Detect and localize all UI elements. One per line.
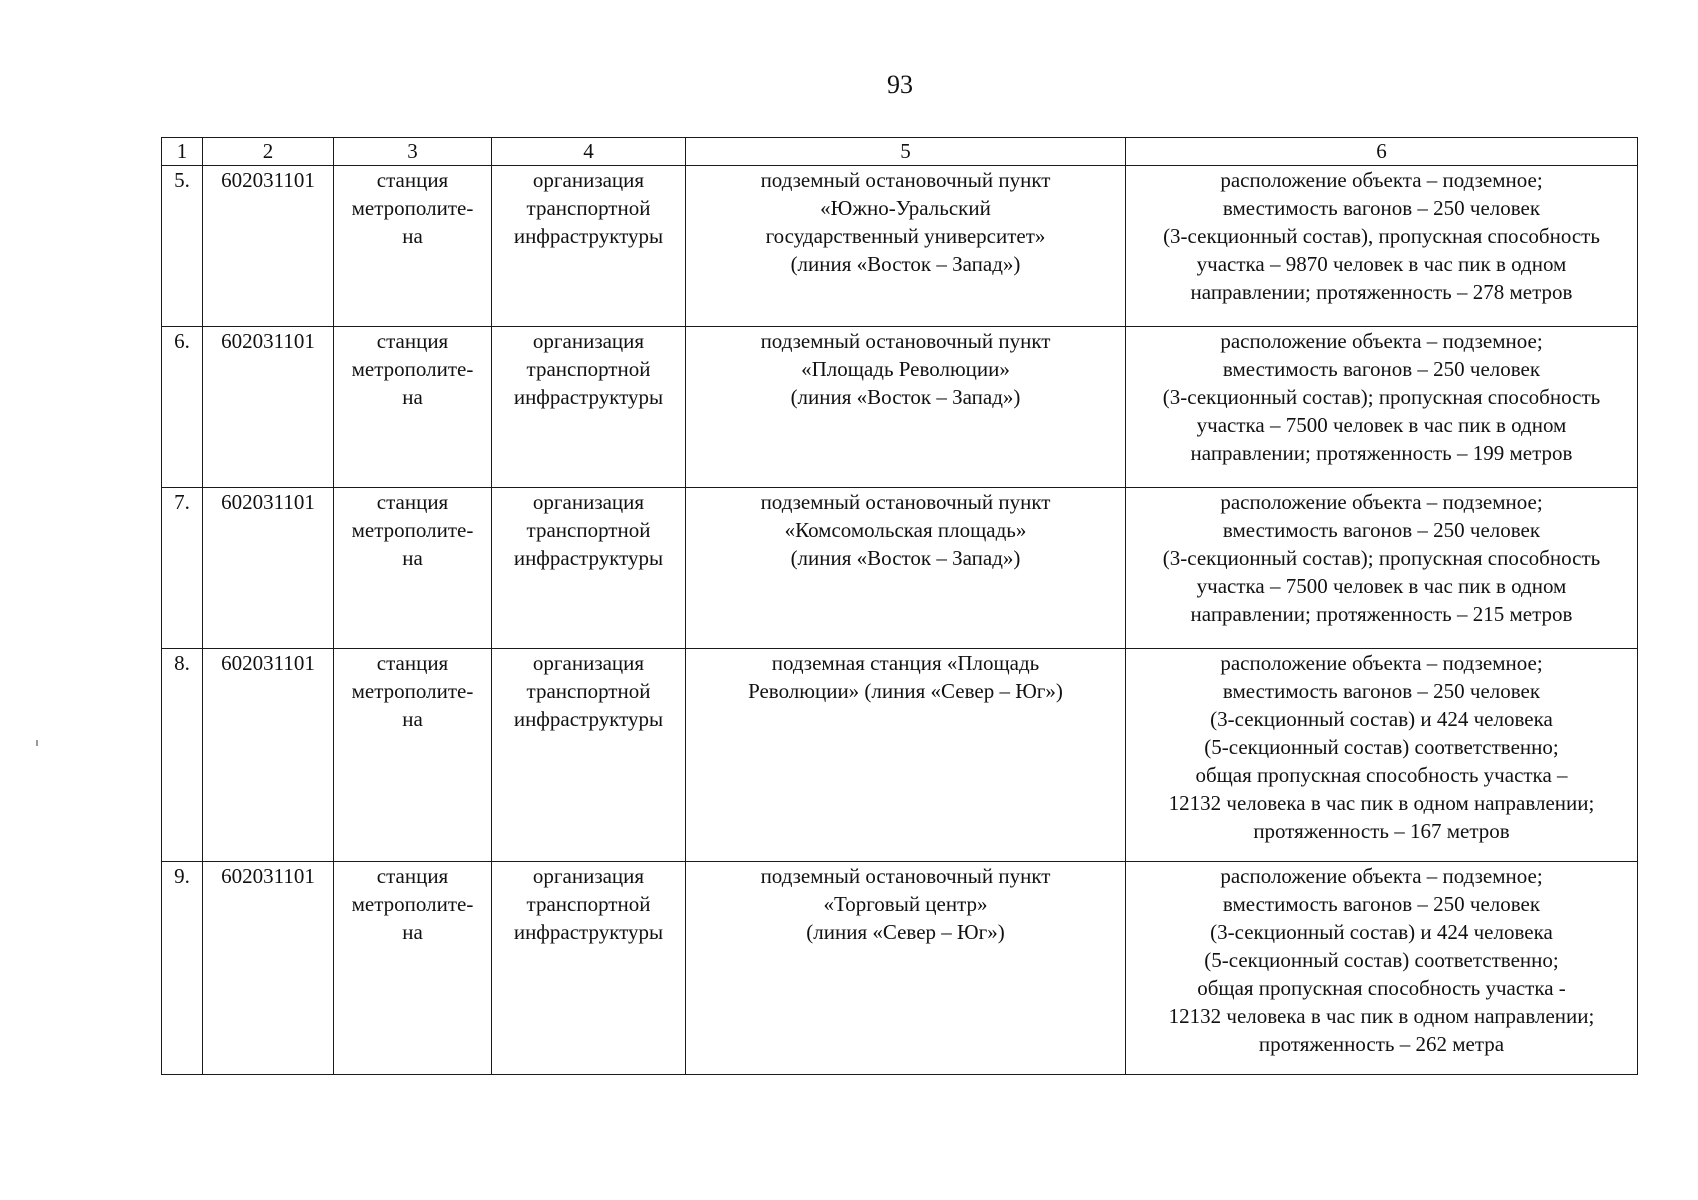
text-line: вместимость вагонов – 250 человек — [1222, 679, 1541, 703]
text-line: направлении; протяженность – 278 метров — [1190, 280, 1573, 304]
text-line: транспортной — [526, 357, 651, 381]
text-line: расположение объекта – подземное; — [1220, 168, 1543, 192]
text-line: подземный остановочный пункт — [760, 329, 1051, 353]
text-line: метрополите- — [351, 892, 474, 916]
text-line: организация — [532, 329, 645, 353]
text-line: транспортной — [526, 892, 651, 916]
object-characteristics — [1126, 649, 1638, 862]
object-purpose — [492, 862, 686, 1075]
text-line: станция — [376, 651, 449, 675]
text-line: (линия «Восток – Запад») — [790, 252, 1021, 276]
text-line: «Южно-Уральский — [820, 196, 991, 220]
text-line: на — [402, 920, 423, 944]
object-name — [686, 862, 1126, 1075]
object-name — [686, 327, 1126, 488]
text-line: «Площадь Революции» — [801, 357, 1010, 381]
text-line: (линия «Восток – Запад») — [790, 546, 1021, 570]
text-line: (5-секционный состав) соответственно; — [1204, 948, 1559, 972]
text-line: 12132 человека в час пик в одном направлении; — [1168, 1004, 1595, 1028]
text-line: (3-секционный состав) и 424 человека — [1210, 707, 1553, 731]
object-type — [334, 166, 492, 327]
text-line: транспортной — [526, 196, 651, 220]
text-line: организация — [532, 651, 645, 675]
text-line: метрополите- — [351, 196, 474, 220]
text-line: транспортной — [526, 679, 651, 703]
object-characteristics — [1126, 327, 1638, 488]
table-row — [162, 649, 1638, 862]
text-line: подземный остановочный пункт — [760, 168, 1051, 192]
text-line: подземная станция «Площадь — [771, 651, 1040, 675]
text-line: инфраструктуры — [513, 224, 664, 248]
text-line: расположение объекта – подземное; — [1220, 329, 1543, 353]
text-line: Революции» (линия «Север – Юг») — [748, 679, 1063, 703]
text-line: организация — [532, 864, 645, 888]
text-line: протяженность – 167 метров — [1253, 819, 1510, 843]
object-purpose — [492, 327, 686, 488]
text-line: участка – 7500 человек в час пик в одном — [1196, 413, 1567, 437]
object-purpose — [492, 649, 686, 862]
object-code: 602031101 — [203, 862, 334, 1075]
object-type — [334, 327, 492, 488]
text-line: станция — [376, 864, 449, 888]
text-line: протяженность – 262 метра — [1258, 1032, 1505, 1056]
object-code: 602031101 — [203, 327, 334, 488]
object-characteristics — [1126, 488, 1638, 649]
column-header-3: 3 — [334, 138, 492, 166]
text-line: расположение объекта – подземное; — [1220, 651, 1543, 675]
text-line: организация — [532, 168, 645, 192]
text-line: на — [402, 224, 423, 248]
text-line: направлении; протяженность – 215 метров — [1190, 602, 1573, 626]
text-line: направлении; протяженность – 199 метров — [1190, 441, 1573, 465]
text-line: государственный университет» — [765, 224, 1046, 248]
text-line: на — [402, 385, 423, 409]
row-number: 6. — [162, 327, 203, 488]
text-line: (3-секционный состав); пропускная способность — [1162, 385, 1601, 409]
table-row — [162, 166, 1638, 327]
table-header-row — [162, 138, 1638, 166]
text-line: (3-секционный состав) и 424 человека — [1210, 920, 1553, 944]
row-number: 7. — [162, 488, 203, 649]
table-row — [162, 327, 1638, 488]
text-line: участка – 9870 человек в час пик в одном — [1196, 252, 1567, 276]
text-line: инфраструктуры — [513, 920, 664, 944]
text-line: участка – 7500 человек в час пик в одном — [1196, 574, 1567, 598]
table-row — [162, 862, 1638, 1075]
row-number: 5. — [162, 166, 203, 327]
column-header-6: 6 — [1126, 138, 1638, 166]
row-number: 8. — [162, 649, 203, 862]
object-purpose — [492, 166, 686, 327]
text-line: транспортной — [526, 518, 651, 542]
text-line: (5-секционный состав) соответственно; — [1204, 735, 1559, 759]
registry-table — [161, 137, 1638, 1075]
text-line: на — [402, 546, 423, 570]
text-line: подземный остановочный пункт — [760, 490, 1051, 514]
text-line: метрополите- — [351, 357, 474, 381]
text-line: станция — [376, 329, 449, 353]
text-line: инфраструктуры — [513, 546, 664, 570]
text-line: станция — [376, 490, 449, 514]
text-line: метрополите- — [351, 518, 474, 542]
object-purpose — [492, 488, 686, 649]
object-name — [686, 649, 1126, 862]
column-header-1: 1 — [162, 138, 203, 166]
text-line: (линия «Север – Юг») — [806, 920, 1005, 944]
text-line: (линия «Восток – Запад») — [790, 385, 1021, 409]
text-line: общая пропускная способность участка – — [1195, 763, 1568, 787]
text-line: инфраструктуры — [513, 707, 664, 731]
text-line: расположение объекта – подземное; — [1220, 864, 1543, 888]
object-code: 602031101 — [203, 166, 334, 327]
text-line: инфраструктуры — [513, 385, 664, 409]
object-characteristics — [1126, 862, 1638, 1075]
text-line: расположение объекта – подземное; — [1220, 490, 1543, 514]
text-line: общая пропускная способность участка - — [1197, 976, 1566, 1000]
object-code: 602031101 — [203, 649, 334, 862]
text-line: вместимость вагонов – 250 человек — [1222, 518, 1541, 542]
text-line: вместимость вагонов – 250 человек — [1222, 892, 1541, 916]
object-type — [334, 488, 492, 649]
column-header-4: 4 — [492, 138, 686, 166]
text-line: «Торговый центр» — [823, 892, 988, 916]
text-line: организация — [532, 490, 645, 514]
object-characteristics — [1126, 166, 1638, 327]
text-line: метрополите- — [351, 679, 474, 703]
page-number: 93 — [887, 70, 913, 99]
margin-mark — [36, 740, 38, 746]
text-line: (3-секционный состав); пропускная способность — [1162, 546, 1601, 570]
row-number: 9. — [162, 862, 203, 1075]
column-header-2: 2 — [203, 138, 334, 166]
text-line: 12132 человека в час пик в одном направлении; — [1168, 791, 1595, 815]
text-line: вместимость вагонов – 250 человек — [1222, 357, 1541, 381]
text-line: на — [402, 707, 423, 731]
column-header-5: 5 — [686, 138, 1126, 166]
text-line: (3-секционный состав), пропускная способность — [1163, 224, 1600, 248]
object-name — [686, 166, 1126, 327]
table-row — [162, 488, 1638, 649]
object-type — [334, 649, 492, 862]
object-type — [334, 862, 492, 1075]
text-line: подземный остановочный пункт — [760, 864, 1051, 888]
text-line: вместимость вагонов – 250 человек — [1222, 196, 1541, 220]
object-name — [686, 488, 1126, 649]
text-line: «Комсомольская площадь» — [784, 518, 1027, 542]
text-line: станция — [376, 168, 449, 192]
object-code: 602031101 — [203, 488, 334, 649]
